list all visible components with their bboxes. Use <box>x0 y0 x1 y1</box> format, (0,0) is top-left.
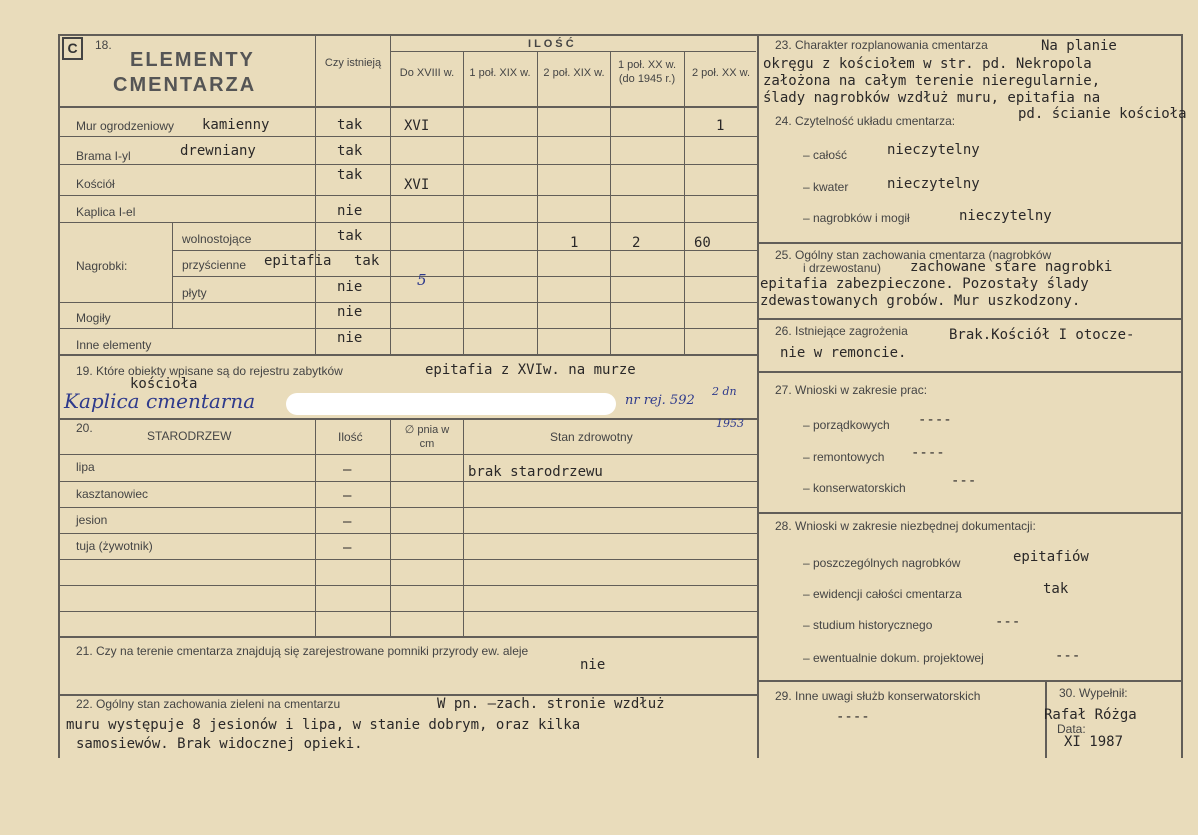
mur-do-xviii: XVI <box>404 118 430 134</box>
s23-line5: pd. ścianie kościoła <box>1018 106 1187 122</box>
frame-left <box>58 34 60 758</box>
tree-count: – <box>343 540 352 556</box>
exists-mur: tak <box>337 117 363 133</box>
row-label-nagrobki: Nagrobki: <box>76 259 128 273</box>
s20-top <box>58 418 758 420</box>
tree-row-line <box>58 559 758 560</box>
tree-row-line <box>58 611 758 612</box>
s18-number: 18. <box>95 38 112 52</box>
s28-top <box>757 512 1182 514</box>
period-header-2: 1 poł. XIX w. <box>469 67 531 79</box>
s29-top <box>757 680 1182 682</box>
section-letter-box: C <box>62 37 83 60</box>
s22-line3: samosiewów. Brak widocznej opieki. <box>76 736 363 752</box>
s18-title-line2: CMENTARZA <box>113 74 257 96</box>
s23-line3: założona na całym terenie nieregularnie, <box>763 73 1101 89</box>
wolno-1pol-xx: 2 <box>632 235 641 251</box>
redaction-mark <box>286 393 616 415</box>
tree-name: tuja (żywotnik) <box>76 539 153 553</box>
s23-label: 23. Charakter rozplanowania cmentarza <box>775 38 988 52</box>
col-line <box>610 51 611 354</box>
ilosc-header: I L O Ś Ć <box>528 38 574 50</box>
s27-item-value: ---- <box>911 445 945 461</box>
s21-top <box>58 636 758 638</box>
row-value-mur: kamienny <box>202 117 270 133</box>
s30-label: 30. Wypełnił: <box>1059 686 1128 700</box>
row-label-kosciol: Kościół <box>76 177 115 191</box>
row-value-przyscienne: epitafia <box>264 253 332 269</box>
s27-item-value: --- <box>951 473 977 489</box>
exists-plyty: nie <box>337 279 363 295</box>
row-label-plyty: płyty <box>182 286 207 300</box>
s24-item-value: nieczytelny <box>959 208 1052 224</box>
row-line <box>58 195 758 196</box>
s20-pnia-header: ∅ pnia w cm <box>404 424 450 450</box>
tree-row-line <box>58 507 758 508</box>
przysc-do-xviii: 5 <box>417 271 427 289</box>
s28-item-value: --- <box>1055 648 1081 664</box>
s29-value: ---- <box>836 709 870 725</box>
s19-label: 19. Które obiekty wpisane są do rejestru zabytków <box>76 364 343 378</box>
s27-top <box>757 371 1182 373</box>
s24-item-label: – kwater <box>803 180 849 194</box>
period-header-5: 2 poł. XX w. <box>691 67 751 79</box>
exists-wolnostojace: tak <box>337 228 363 244</box>
s19-register-number: nr rej. 592 <box>625 393 695 408</box>
s27-item-label: – konserwatorskich <box>803 481 906 495</box>
period-header-4: 1 poł. XX w. (do 1945 r.) <box>617 59 677 85</box>
tree-row-line <box>58 481 758 482</box>
s26-line1: Brak.Kościół I otocze- <box>949 327 1135 343</box>
s20-stan-header: Stan zdrowotny <box>550 430 633 444</box>
s19-typed-line1: epitafia z XVIw. na murze <box>425 362 636 378</box>
col-line <box>684 51 685 354</box>
tree-name: kasztanowiec <box>76 487 149 501</box>
s24-item-value: nieczytelny <box>887 176 980 192</box>
s27-item-label: – remontowych <box>803 450 885 464</box>
exists-header: Czy istnieją <box>324 57 382 69</box>
s20-header-line <box>58 454 758 455</box>
frame-top-right <box>757 34 1182 36</box>
s25-label-line1: 25. Ogólny stan zachowania cmentarza (nagrobków <box>775 248 1052 262</box>
s28-item-label: – studium historycznego <box>803 618 933 632</box>
s27-item-label: – porządkowych <box>803 418 890 432</box>
col-line <box>463 51 464 354</box>
s22-line1: W pn. –zach. stronie wzdłuż <box>437 696 665 712</box>
period-header-3: 2 poł. XIX w. <box>543 67 605 79</box>
s28-item-value: --- <box>995 614 1021 630</box>
row-value-brama: drewniany <box>180 143 256 159</box>
kosciol-do-xviii: XVI <box>404 177 430 193</box>
s18-title-line1: ELEMENTY <box>130 49 255 71</box>
s24-item-label: – całość <box>803 148 848 162</box>
s20-header: STARODRZEW <box>147 429 232 443</box>
exists-przyscienne: tak <box>354 253 380 269</box>
s22-label: 22. Ogólny stan zachowania zieleni na cmentarzu <box>76 697 341 711</box>
row-label-brama: Brama I-yl <box>76 149 131 163</box>
s20-stan-value: brak starodrzewu <box>468 464 603 480</box>
row-label-mogily: Mogiły <box>76 311 111 325</box>
s28-item-label: – poszczególnych nagrobków <box>803 556 961 570</box>
center-divider <box>757 34 759 758</box>
s22-line2: muru występuje 8 jesionów i lipa, w stanie dobrym, oraz kilka <box>66 717 581 733</box>
s24-item-value: nieczytelny <box>887 142 980 158</box>
s21-value: nie <box>580 657 606 673</box>
s26-label: 26. Istniejące zagrożenia <box>775 324 908 338</box>
col-line <box>463 418 464 636</box>
row-label-inne: Inne elementy <box>76 338 152 352</box>
s23-line2: okręgu z kościołem w str. pd. Nekropola <box>763 56 1092 72</box>
s28-item-value: tak <box>1043 581 1069 597</box>
s19-hand-date2: 1953 <box>716 417 744 430</box>
tree-row-line <box>58 585 758 586</box>
col-line <box>390 34 391 354</box>
row-line <box>58 164 758 165</box>
s25-line1: zachowane stare nagrobki <box>910 259 1113 275</box>
tree-name: jesion <box>76 513 108 527</box>
ilosc-underline <box>390 51 756 52</box>
col-line <box>537 51 538 354</box>
col-line <box>315 34 316 354</box>
row-line <box>58 328 758 329</box>
s28-item-label: – ewentualnie dokum. projektowej <box>803 651 984 665</box>
period-header-1: Do XVIII w. <box>399 67 455 79</box>
tree-count: – <box>343 488 352 504</box>
s26-line2: nie w remoncie. <box>780 345 907 361</box>
exists-mogily: nie <box>337 304 363 320</box>
exists-brama: tak <box>337 143 363 159</box>
frame-top-left <box>58 34 758 36</box>
row-line <box>172 250 758 251</box>
col-line <box>172 222 173 328</box>
s24-item-label: – nagrobków i mogił <box>803 211 910 225</box>
s20-number: 20. <box>76 421 93 435</box>
s25-label-line2: i drzewostanu) <box>803 261 882 275</box>
s26-top <box>757 318 1182 320</box>
s27-label: 27. Wnioski w zakresie prac: <box>775 383 928 397</box>
s30-date-label: Data: <box>1057 722 1086 736</box>
s25-line2: epitafia zabezpieczone. Pozostały ślady <box>760 276 1089 292</box>
row-label-kaplica: Kaplica I-el <box>76 205 136 219</box>
tree-count: – <box>343 514 352 530</box>
s30-date: XI 1987 <box>1064 734 1124 750</box>
s29-label: 29. Inne uwagi służb konserwatorskich <box>775 689 981 703</box>
s19-typed-line2: kościoła <box>130 376 198 392</box>
wolno-2pol-xx: 60 <box>694 235 711 251</box>
s19-hand-date1: 2 dn <box>712 385 737 398</box>
row-line <box>58 302 758 303</box>
s23-line1: Na planie <box>1041 38 1117 54</box>
mur-2pol-xx: 1 <box>716 118 725 134</box>
s19-handwritten: Kaplica cmentarna <box>64 389 256 413</box>
col-line <box>390 418 391 636</box>
s20-ilosc-header: Ilość <box>338 430 363 444</box>
wolno-2pol-xix: 1 <box>570 235 579 251</box>
header-bottom-line <box>58 106 758 108</box>
s30-name: Rafał Różga <box>1044 707 1137 723</box>
s25-top <box>757 242 1182 244</box>
row-line <box>58 136 758 137</box>
col-line <box>315 418 316 636</box>
s28-item-label: – ewidencji całości cmentarza <box>803 587 962 601</box>
tree-count: – <box>343 462 352 478</box>
row-line <box>172 276 758 277</box>
tree-row-line <box>58 533 758 534</box>
row-label-mur: Mur ogrodzeniowy <box>76 119 175 133</box>
s24-label: 24. Czytelność układu cmentarza: <box>775 114 956 128</box>
s28-item-value: epitafiów <box>1013 549 1089 565</box>
s18-bottom <box>58 354 758 356</box>
s21-label: 21. Czy na terenie cmentarza znajdują się zarejestrowane pomniki przyrody ew. aleje <box>76 644 529 658</box>
row-label-wolnostojace: wolnostojące <box>182 232 252 246</box>
s25-line3: zdewastowanych grobów. Mur uszkodzony. <box>760 293 1081 309</box>
frame-right <box>1181 34 1183 758</box>
s27-item-value: ---- <box>918 412 952 428</box>
s28-label: 28. Wnioski w zakresie niezbędnej dokumentacji: <box>775 519 1036 533</box>
row-label-przyscienne: przyścienne <box>182 258 247 272</box>
exists-kosciol: tak <box>337 167 363 183</box>
exists-kaplica: nie <box>337 203 363 219</box>
tree-name: lipa <box>76 460 95 474</box>
exists-inne: nie <box>337 330 363 346</box>
s23-line4: ślady nagrobków wzdłuż muru, epitafia na <box>763 90 1101 106</box>
row-line <box>58 222 758 223</box>
